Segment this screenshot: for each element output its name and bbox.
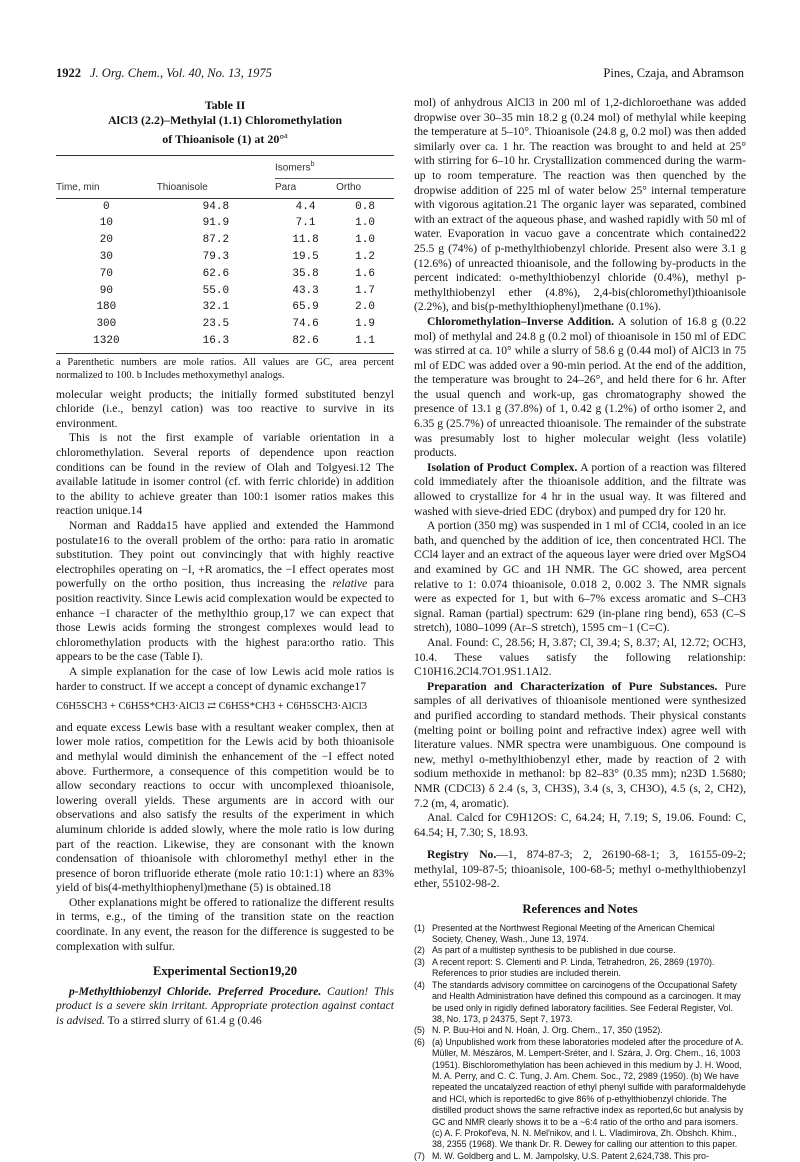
table-cell: 30: [99, 250, 113, 263]
text-run: —1, 874-87-3; 2, 26190-68-1; 3, 16155-09-2; methylal, 109-87-5; thioanisole, 100-68-5; methyl o-methylthiobenzyl ether, 55102-98-2.: [414, 848, 746, 891]
table-title-footnote-mark: a: [284, 131, 288, 140]
text-run: Pure samples of all derivatives of thioanisole mentioned were synthesized and purified according to standard methods. Their physical constants (melting point or boiling point and refractive index) agree well with literature values. NMR spectra were unambiguous. One compound is new, methyl o-methylthiobenzyl ether, made by reaction of 2 with sodium methoxide in methanol: bp 82–83° (0.35 mm); n23D 1.5680; NMR (CDCl3) δ 2.4 (s, 3, CH3S), 3.4 (s, 3, CH3O), 4.5 (s, 2, CH2), 7.2 (m, 4, aromatic).: [414, 679, 746, 810]
reference-item: [414, 1151, 746, 1162]
reference-number: (1): [414, 922, 425, 933]
page-number: 1922: [56, 66, 81, 80]
col-header-time: Time, min: [56, 181, 100, 193]
running-header: [56, 66, 744, 84]
subheading-run: Isolation of Product Complex.: [427, 460, 578, 474]
table-cell: 23.5: [202, 318, 230, 331]
references-list: [414, 923, 746, 1162]
caution-run: Caution! This product is a severe skin irritant. Appropriate protection against contact is advised.: [56, 984, 394, 1028]
table-cell: 62.6: [202, 267, 230, 280]
table-cell: 94.8: [202, 200, 230, 213]
reference-item: [414, 945, 746, 956]
table-cell: 1.2: [355, 250, 375, 263]
reference-number: (3): [414, 956, 425, 967]
table-cell: 1.1: [355, 334, 375, 347]
table-cell: 1.6: [355, 267, 375, 280]
paragraph: A simple explanation for the case of low Lewis acid mole ratios is harder to construct. If we accept a concept of dynamic exchange17: [56, 664, 394, 693]
paragraph: [414, 315, 746, 461]
table-cell: 0.8: [355, 200, 375, 213]
table-footnote: a Parenthetic numbers are mole ratios. All values are GC, area percent normalized to 100. b Includes methoxymethyl analogs.: [56, 356, 394, 381]
right-column: [414, 96, 746, 1162]
reference-item: [414, 1025, 746, 1036]
paragraph: Other explanations might be offered to rationalize the different results in terms, e.g., of the timing of the transition state on the reaction coordinate. In any event, the reason for the difference is suggested to be complexation with sulfur.: [56, 895, 394, 953]
table-row: [56, 215, 394, 232]
table-row: [56, 266, 394, 283]
table-cell: 1.9: [355, 318, 375, 331]
paragraph: mol) of anhydrous AlCl3 in 200 ml of 1,2-dichloroethane was added dropwise over 30–35 min 18.2 g (0.24 mol) of methylal while keeping the temperature at 5–10°. Thioanisole (24.8 g, 0.2 mol) was then added similarly over ca. 1 hr. The reaction was brought to and held at 25° with stirring for 6–10 hr. Crystallization commenced during the warm-up to room temperature. The reaction was then quenched by the dropwise addition of 225 ml of water below 25° internal temperature with vigorous agitation.21 The organic layer was separated, combined with an extract of the aqueous phase, and washed rapidly with 50 ml of water. Evaporation in vacuo gave a concentrate which contained22 25.5 g (74%) of p-methylthiobenzyl chloride. Present also were 3.1 g (12.6%) of unreacted thioanisole, and the following by-products in the percent indicated: o-methylthiobenzyl chloride (0.4%), methyl p-methylthiobenzyl ether (4.8%), 2,4-bis(chloromethyl)thioanisole (2.2%), and bis(p-methylthiophenyl)methane (0.1%).: [414, 96, 746, 314]
text-run: para position reactivity. Since Lewis acid complexation would be expected to enhance −I character of the methylthio group,17 we can expect that those Lewis acids forming the strongest complexes would lead to chloromethylation products with the highest para:ortho ratio. This appears to be the case (Table I).: [56, 577, 394, 664]
subheading-run: p-Methylthiobenzyl Chloride. Preferred Procedure.: [69, 984, 322, 998]
table-body: [56, 198, 394, 350]
table-cell: 55.0: [202, 284, 230, 297]
table-cell: 4.4: [295, 200, 316, 213]
text-run: To a stirred slurry of 61.4 g (0.46: [104, 1014, 262, 1028]
table-cell: 2.0: [355, 301, 375, 314]
table-cell: 91.9: [202, 217, 230, 230]
table-cell: 300: [96, 318, 117, 331]
table-cell: 79.3: [202, 250, 230, 263]
paragraph: [414, 848, 746, 892]
table-cell: 32.1: [202, 301, 230, 314]
isomers-text: Isomers: [275, 162, 311, 174]
table-cell: 10: [99, 217, 113, 230]
journal-citation: [90, 66, 272, 81]
reference-number: (7): [414, 1150, 425, 1161]
table-cell: 11.8: [292, 234, 319, 247]
table-cell: 74.6: [292, 318, 319, 331]
reference-item: [414, 957, 746, 980]
journal-name: J. Org. Chem.,: [90, 66, 164, 80]
text-run: A solution of 16.8 g (0.22 mol) of methylal and 24.8 g (0.2 mol) of thioanisole in 150 ml of EDC was stirred at ca. 10° while a slurry of 58.6 g (0.44 mol) of AlCl3 in 75 ml of EDC was added over a 90-min period. At the end of the addition, the temperature was brought to 24–26°, and held there for 6 hr. After the usual quench and work-up, gas chromatography showed the presence of 13.1 g (37.8%) of 1, 0.42 g (1.2%) of ortho isomer 2, and 6.35 g (25.7%) of unreacted thioanisole. The remainder of the substrate was presumably lost to higher molecular weight (less volatile) products.: [414, 314, 746, 460]
reference-item: [414, 980, 746, 1026]
text-run: A portion of a reaction was filtered cold immediately after the thioanisole addition, and the filtrate was allowed to crystallize for 4 hr in the usual way. It was filtered and washed with sieve-dried EDC (drybox) and pumped dry for 120 hr.: [414, 460, 747, 518]
table-cell: 1.0: [355, 217, 375, 230]
reference-number: (6): [414, 1036, 425, 1047]
paragraph: [414, 461, 746, 519]
reference-text: M. W. Goldberg and L. M. Jampolsky, U.S. Patent 2,624,738. This pro-: [432, 1150, 709, 1161]
reference-text: As part of a multistep synthesis to be published in due course.: [432, 945, 676, 956]
table-cell: 20: [99, 234, 113, 247]
table-cell: 19.5: [292, 250, 319, 263]
table-cell: 16.3: [202, 334, 230, 347]
paragraph: [56, 985, 394, 1029]
references-heading: References and Notes: [522, 902, 638, 917]
reference-number: (5): [414, 1025, 425, 1036]
table-row: [56, 299, 394, 316]
subheading-run: Preparation and Characterization of Pure Substances.: [427, 679, 718, 693]
table-row: [56, 283, 394, 300]
table-cell: 0: [103, 200, 110, 213]
paragraph: A portion (350 mg) was suspended in 1 ml of CCl4, cooled in an ice bath, and quenched by the addition of ice, then concentrated HCl. The CCl4 layer and an extract of the aqueous layer were dried over MgSO4 and examined by GC and 1H NMR. The GC showed, area percent relative to 1: 0.074 thioanisole, 0.018 2, 0.002 3. The NMR signals were as expected for 1, but with 6–7% excess aromatic and S–CH3 signal. Raman (partial) spectrum: 629 (in-plane ring bend), 653 (C–S stretch), 1080–1099 (Ar–S stretch), 1595 cm−1 (C=C).: [414, 519, 746, 635]
reference-item: [414, 1037, 746, 1151]
table-caption: [56, 98, 394, 147]
table-row: [56, 232, 394, 249]
reference-text: N. P. Buu-Hoi and N. Hoán, J. Org. Chem., 17, 350 (1952).: [432, 1025, 663, 1036]
table-row: [56, 249, 394, 266]
table-title-line2: [56, 128, 394, 147]
table-cell: 65.9: [292, 301, 319, 314]
reference-text: A recent report: S. Clementi and P. Linda, Tetrahedron, 26, 2869 (1970). References to prior studies are included therein.: [432, 956, 715, 979]
table-cell: 43.3: [292, 284, 319, 297]
paragraph: Anal. Calcd for C9H12OS: C, 64.24; H, 7.19; S, 19.06. Found: C, 64.54; H, 7.30; S, 18.93.: [414, 811, 746, 839]
col-header-isomers: [275, 156, 394, 179]
table-row: [56, 316, 394, 333]
table-cell: 1320: [93, 334, 120, 347]
table-cell: 180: [96, 301, 117, 314]
paragraph: and equate excess Lewis base with a resultant weaker complex, then at lower mole ratios, competition for the Lewis acid by both thioanisole and methylal would diminish the enhancement of the −I effect noted above. Furthermore, a consequence of this competition would be to allow secondary reactions to occur with uncomplexed thioanisole, lowering overall yields. These arguments are in accord with our observations and also satisfy the results of the experiment in which aluminum chloride is added slowly, where the mole ratio is low during part of the reaction. Likewise, they are consonant with the known condensation of thioanisole with chloromethyl methyl ether in the presence of boron trifluoride etherate (mole ratio 10:1:1) where an 83% yield of bis(4-methylthiophenyl)methane (5) is obtained.18: [56, 720, 394, 895]
equation: C6H5SCH3 + C6H5S*CH3·AlCl3 ⇄ C6H5S*CH3 + C6H5SCH3·AlCl3: [56, 701, 368, 713]
table-row: [56, 333, 394, 350]
data-table: [56, 155, 394, 350]
reference-text: Presented at the Northwest Regional Meeting of the American Chemical Society, Cheney, Wash., June 13, 1974.: [432, 922, 715, 945]
text-run-italic: relative: [332, 577, 368, 591]
table-title-text: of Thioanisole (1) at 20°: [162, 132, 285, 146]
paragraph: Anal. Found: C, 28.56; H, 3.87; Cl, 39.4; S, 8.37; Al, 12.72; OCH3, 10.4. These values satisfy the following relationship: C10H16.2Cl4.7O1.9S1.1Al2.: [414, 635, 746, 679]
table-cell: 70: [99, 267, 113, 280]
subheading-run: Chloromethylation–Inverse Addition.: [427, 314, 615, 328]
table-cell: 87.2: [202, 234, 230, 247]
col-header-ortho: Ortho: [336, 178, 394, 198]
col-header-thioanisole: Thioanisole: [156, 181, 208, 193]
paragraph: This is not the first example of variable orientation in a chloromethylation. Several reports of dependence upon reaction conditions can be found in the review of Olah and Tolgyesi.12 The available latitude in isomer control (cf. with ferric chloride) in addition to the ability to achieve greater than 100:1 isomer ratios makes this reaction unique.14: [56, 431, 394, 518]
paragraph: molecular weight products; the initially formed substituted benzyl chloride (i.e., benzyl cation) was too reactive to survive in its environment.: [56, 387, 394, 430]
table-title-line1: AlCl3 (2.2)–Methylal (1.1) Chloromethylation: [107, 113, 343, 127]
running-authors: Pines, Czaja, and Abramson: [603, 66, 744, 80]
subheading-run: Registry No.: [427, 848, 497, 862]
table-cell: 7.1: [295, 217, 316, 230]
table-cell: 82.6: [292, 334, 319, 347]
text-run: Norman and Radda15 have applied and extended the Hammond postulate16 to the overall problem of the ortho: para ratio in aromatic substitution. They point out convincingly that with highly reactive electrophiles operating on −I, +R aromatics, the −I effect operates most powerfully on the ortho position, thus increasing the: [56, 519, 394, 591]
table-cell: 1.0: [355, 234, 375, 247]
section-heading: Experimental Section19,20: [152, 964, 298, 979]
left-column: [56, 96, 394, 1029]
col-header-para: Para: [275, 178, 336, 198]
table-cell: 1.7: [355, 284, 375, 297]
reference-number: (4): [414, 979, 425, 990]
journal-volume: Vol. 40, No. 13, 1975: [166, 66, 272, 80]
reference-item: [414, 923, 746, 946]
table-cell: 35.8: [292, 267, 319, 280]
isomers-footnote-mark: b: [310, 161, 315, 168]
paragraph: [414, 680, 746, 811]
table-cell: 90: [99, 284, 113, 297]
reference-text: (a) Unpublished work from these laboratories modeled after the procedure of A. Müller, M. Mészáros, M. Lempert-Sréter, and I. Szára, J. Org. Chem., 16, 1003 (1951). Bischloromethylation has been achieved in this medium by J. H. Wood, M. A. Perry, and C. C. Tung, J. Am. Chem. Soc., 72, 2989 (1950). (b) We have repeated the uncatalyzed reaction of ethyl phenyl sulfide with paraformaldehyde and HCl, which is reported6c to give 86% of p-ethylthiobenzyl chloride. The distilled product shows the same refractive index as reported,6c but analysis by GC and NMR clearly shows it to be a ~6:4 ratio of the ortho and para isomers. (c) A. F. Prokof'eva, N. N. Mel'nikov, and I. L. Vladimirova, Zh. Obshch. Khim., 38, 2355 (1968). We thank Dr. R. Dewey for calling our attention to this paper.: [432, 1036, 746, 1150]
reference-text: The standards advisory committee on carcinogens of the Occupational Safety and Health Administration have defined this compound as a carcinogen. It may be used only in rigidly defined laboratory facilities. See Federal Register, Vol. 38, No. 173, p 24375, Sept 7, 1973.: [432, 979, 741, 1024]
paragraph: [56, 519, 394, 665]
reference-number: (2): [414, 945, 425, 956]
table-row: [56, 198, 394, 215]
table-label: Table II: [204, 98, 246, 112]
